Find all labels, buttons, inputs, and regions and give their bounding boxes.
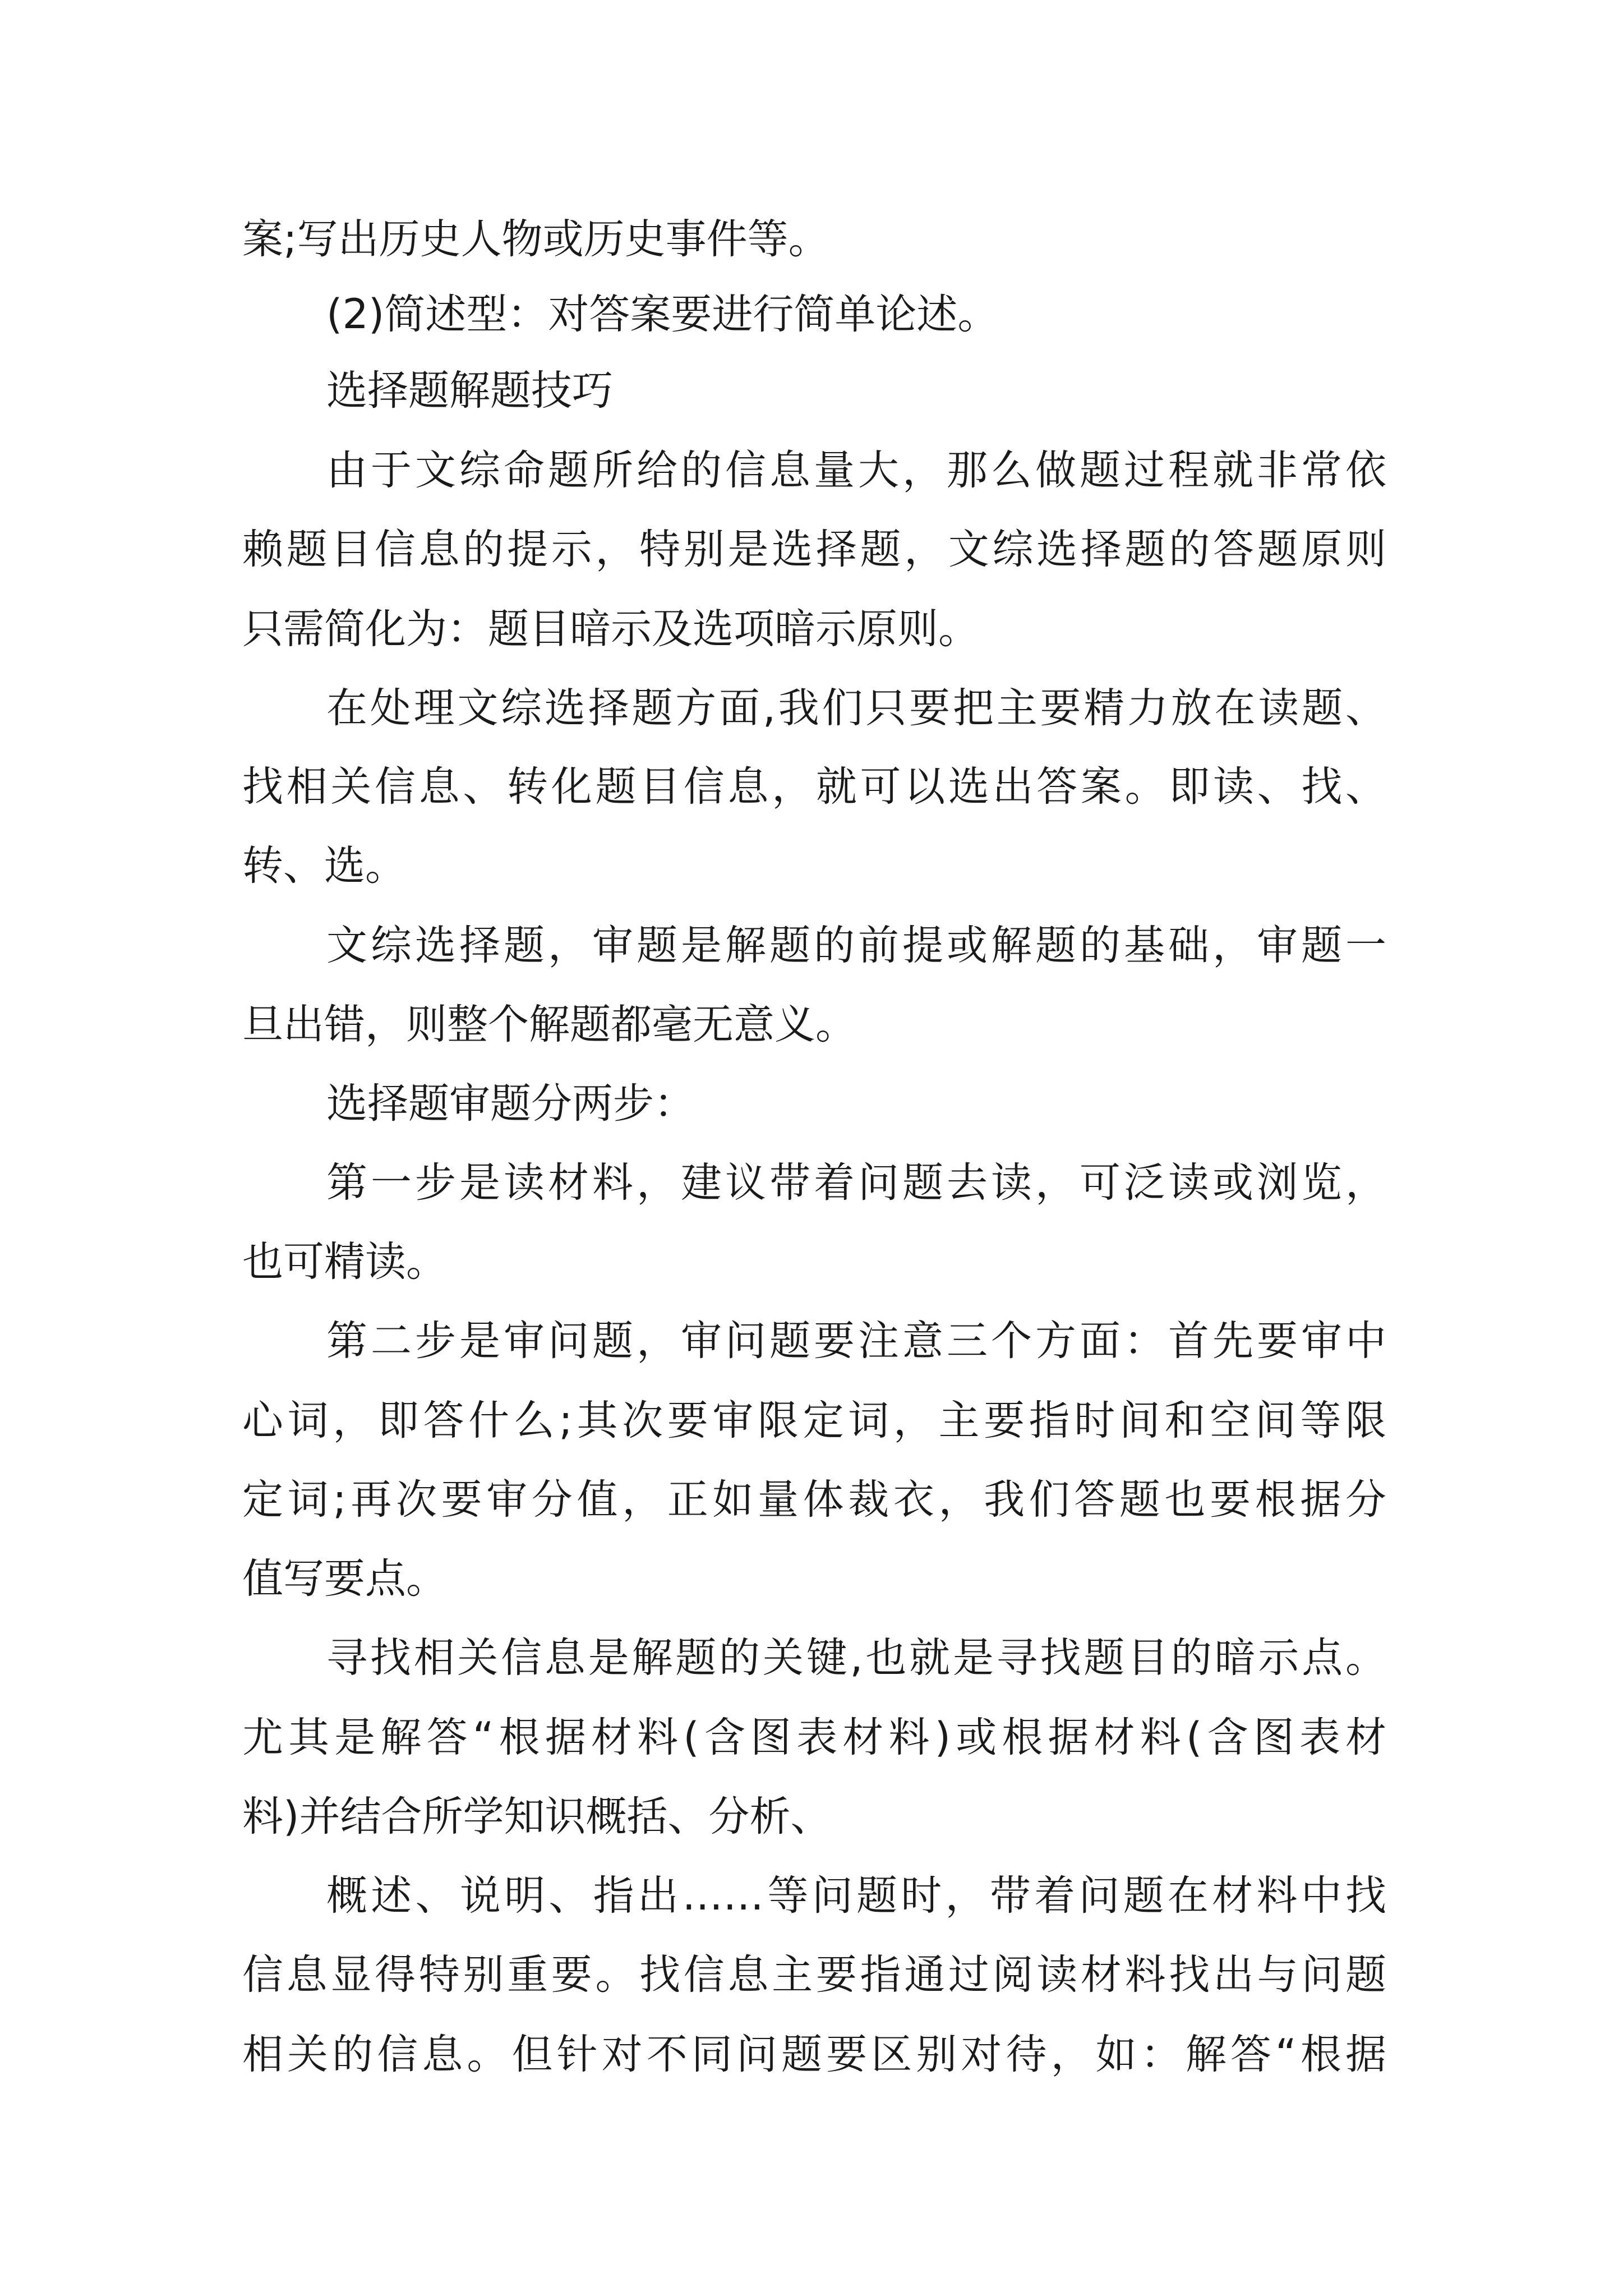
text-line-5: 赖题目信息的提示，特别是选择题，文综选择题的答题原则 xyxy=(242,526,1386,573)
text-line-21: 料)并结合所学知识概括、分析、 xyxy=(242,1793,832,1841)
text-line-11: 旦出错，则整个解题都毫无意义。 xyxy=(242,1001,856,1048)
text-line-4: 由于文综命题所给的信息量大，那么做题过程就非常依 xyxy=(326,447,1386,494)
text-line-20: 尤其是解答“根据材料(含图表材料)或根据材料(含图表材 xyxy=(242,1714,1386,1761)
text-line-22: 概述、说明、指出……等问题时，带着问题在材料中找 xyxy=(326,1872,1386,1920)
text-line-15: 第二步是审问题，审问题要注意三个方面：首先要审中 xyxy=(326,1317,1386,1365)
text-line-7: 在处理文综选择题方面,我们只要把主要精力放在读题、 xyxy=(326,684,1386,732)
text-line-1: 案;写出历史人物或历史事件等。 xyxy=(242,215,829,263)
text-line-18: 值写要点。 xyxy=(242,1555,447,1603)
text-line-12: 选择题审题分两步： xyxy=(326,1080,695,1128)
section-heading: 选择题解题技巧 xyxy=(326,367,613,415)
text-line-14: 也可精读。 xyxy=(242,1238,447,1286)
text-line-19: 寻找相关信息是解题的关键,也就是寻找题目的暗示点。 xyxy=(326,1634,1386,1682)
text-line-2: (2)简述型：对答案要进行简单论述。 xyxy=(326,291,999,338)
text-line-17: 定词;再次要审分值，正如量体裁衣，我们答题也要根据分 xyxy=(242,1476,1386,1524)
text-line-24: 相关的信息。但针对不同问题要区别对待，如：解答“根据 xyxy=(242,2031,1386,2078)
text-line-13: 第一步是读材料，建议带着问题去读，可泛读或浏览， xyxy=(326,1159,1386,1207)
text-line-10: 文综选择题，审题是解题的前提或解题的基础，审题一 xyxy=(326,922,1386,969)
text-line-9: 转、选。 xyxy=(242,842,406,890)
text-line-6: 只需简化为：题目暗示及选项暗示原则。 xyxy=(242,605,979,653)
text-line-8: 找相关信息、转化题目信息，就可以选出答案。即读、找、 xyxy=(242,763,1386,811)
text-line-23: 信息显得特别重要。找信息主要指通过阅读材料找出与问题 xyxy=(242,1951,1386,1999)
text-line-16: 心词，即答什么;其次要审限定词，主要指时间和空间等限 xyxy=(242,1397,1386,1444)
